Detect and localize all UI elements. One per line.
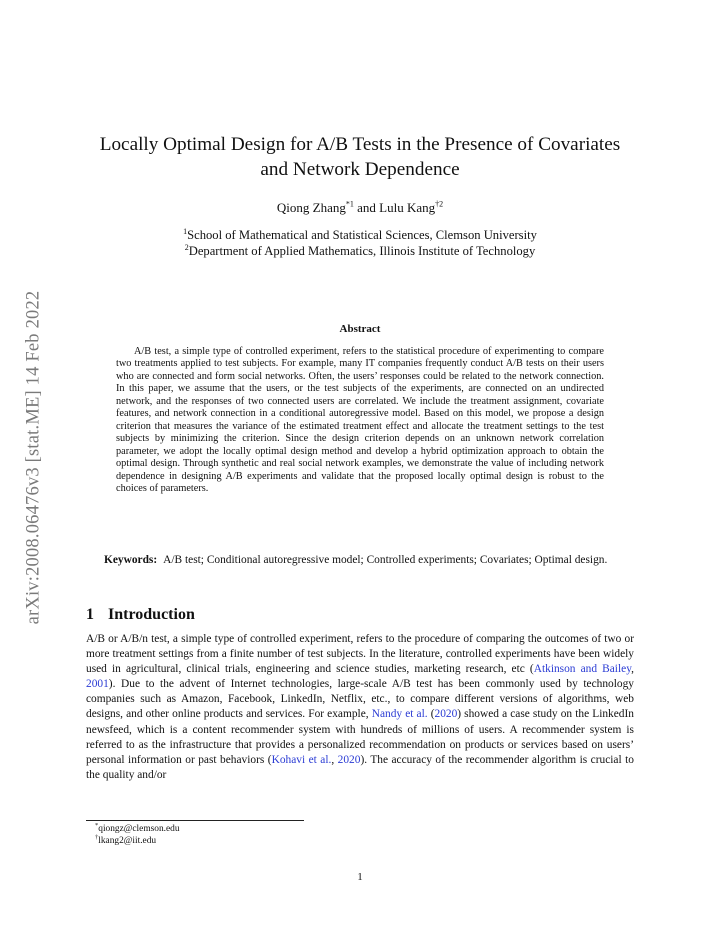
citation-link-nandy[interactable]: Nandy et al.	[371, 708, 428, 721]
abstract-heading: Abstract	[339, 323, 381, 335]
citation-link-kohavi-year[interactable]: 2020	[337, 753, 361, 766]
intro-text-segment: ,	[631, 663, 635, 676]
arxiv-identifier-text: arXiv:2008.06476v3 [stat.ME] 14 Feb 2022	[23, 290, 44, 624]
footnote-1	[95, 823, 180, 835]
section-heading-introduction	[86, 605, 195, 625]
affiliation-text-2: Department of Applied Mathematics, Illinois Institute of Technology	[188, 244, 536, 258]
arxiv-identifier-stamp	[16, 242, 52, 672]
author-name-1: Qiong Zhang	[276, 200, 346, 215]
affiliation-mark-2: 2	[184, 242, 189, 252]
author-name-2: Lulu Kang	[379, 200, 436, 215]
paper-title-line-1: Locally Optimal Design for A/B Tests in the Presence of Covariates	[99, 134, 621, 155]
footnote-email-1: qiongz@clemson.edu	[98, 824, 180, 834]
affiliation-text-1: School of Mathematical and Statistical Sciences, Clemson University	[187, 228, 537, 242]
author-separator: and	[353, 200, 380, 215]
intro-text-segment: ). Due to the advent of Internet technologies, large-scale A/B test has been commonly used by technology companies such as Amazon, Facebook, LinkedIn, Netflix, etc., to compare different versions of algorithms, web designs, and other online products and services. For example,	[86, 678, 634, 721]
intro-text-segment: A/B or A/B/n test, a simple type of controlled experiment, refers to the procedure of comparing the outcomes of two or more treatment settings from a finite number of test subjects. In the literature, controlled experiments have been widely used in agricultural, clinical trials, engineering and science studies, marketing research, etc (	[86, 633, 634, 676]
citation-link-kohavi[interactable]: Kohavi et al.	[271, 753, 332, 766]
paper-title	[86, 132, 634, 182]
page-number: 1	[357, 871, 363, 883]
keywords-paragraph	[86, 553, 634, 568]
footnote-divider	[86, 820, 304, 821]
citation-link-nandy-year[interactable]: 2020	[434, 708, 458, 721]
footnote-list	[95, 823, 180, 847]
footnote-mark-2: †	[95, 833, 99, 841]
keywords-text: A/B test; Conditional autoregressive model; Controlled experiments; Covariates; Optimal design.	[163, 554, 608, 566]
footnote-email-2: lkang2@iit.edu	[98, 836, 157, 846]
footnote-mark-1: *	[95, 821, 99, 829]
affiliation-2	[86, 243, 634, 259]
intro-text-segment: ,	[331, 753, 338, 766]
intro-text-segment: ) showed a case study on the LinkedIn newsfeed, which is a content recommender system with hundreds of millions of users. A recommender system is referred to as the infrastructure that provides a personalized recommendation on products or services based on users’ personal information or past behaviors (	[86, 708, 634, 766]
abstract-text: A/B test, a simple type of controlled experiment, refers to the statistical procedure of experimenting to compare two treatments applied to test subjects. For example, many IT companies frequently conduct A/B tests on their users who are connected and form social networks. Often, the users’ responses could be related to the network connection. In this paper, we assume that the users, or the test subjects of the experiments, are connected on an undirected network, and the responses of two connected users are correlated. We include the treatment assignment, covariate features, and network connection in a conditional autoregressive model. Based on this model, we propose a design criterion that measures the variance of the estimated treatment effect and allocate the treatment settings to the test subjects by minimizing the criterion. Since the design criterion depends on an unknown network correlation parameter, we adopt the locally optimal design method and develop a hybrid optimization approach to obtain the optimal design. Through synthetic and real social network examples, we demonstrate the value of including network dependence in designing A/B experiments and validate that the proposed locally optimal design is robust to the choices of parameters.	[116, 346, 604, 494]
section-title: Introduction	[108, 606, 195, 623]
section-number: 1	[86, 606, 94, 623]
author-mark-2: †2	[435, 199, 444, 209]
affiliation-mark-1: 1	[183, 226, 188, 236]
keywords-label: Keywords:	[104, 554, 158, 566]
affiliation-list	[86, 227, 634, 259]
citation-link-atkinson-bailey-year[interactable]: 2001	[86, 678, 109, 691]
footnote-2	[95, 835, 180, 847]
citation-link-atkinson-bailey[interactable]: Atkinson and Bailey	[533, 663, 632, 676]
author-mark-1: *1	[345, 199, 354, 209]
intro-text-segment: ). The accuracy of the recommender algorithm is crucial to the quality and/or	[86, 753, 634, 781]
paper-title-line-2: and Network Dependence	[260, 159, 460, 180]
affiliation-1	[86, 227, 634, 243]
author-list	[86, 199, 634, 216]
introduction-paragraph	[86, 632, 634, 783]
intro-text-segment: (	[427, 708, 435, 721]
